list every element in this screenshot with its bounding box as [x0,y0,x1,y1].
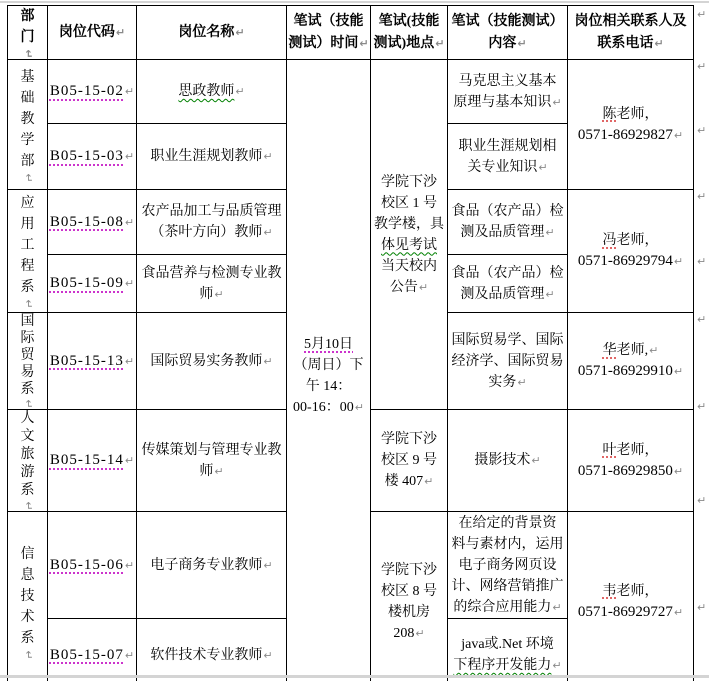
end-of-cell-mark: ↵ [538,160,548,174]
code-text: B05-15-06 [49,556,124,573]
end-of-cell-mark: ↵ [673,365,684,378]
end-of-cell-mark: ↵ [214,287,224,301]
text-line [48,555,136,576]
page-bottom-rule [0,675,709,678]
text-line: 楼机房 [388,604,430,620]
position-cell [137,313,287,410]
position-text: 职业生涯规划教师 [150,149,263,164]
code-cell [48,124,137,190]
end-of-cell-mark: ↵ [22,501,35,511]
end-of-cell-mark: ↵ [552,95,562,109]
page-top-rule [0,1,709,3]
dept-cell-guomao [8,313,48,410]
text-line [568,340,693,361]
text-line [48,450,136,471]
contact-phone: 0571-86929727 [577,603,673,620]
text-line: 电子商务网页设 [458,557,557,573]
end-of-cell-mark: ↵ [654,36,664,50]
end-of-cell-mark: ↵ [22,49,35,59]
location-cell [371,60,448,410]
code-text: B05-15-13 [49,352,124,369]
text-line [137,555,286,576]
text-line: 午 14： [305,378,352,394]
location-text: 体见考试 [381,237,437,253]
row-end-mark: ↵ [697,313,707,326]
position-cell [137,512,287,619]
text-line [137,351,286,372]
end-of-cell-mark: ↵ [263,558,273,572]
text-line [448,372,567,393]
text-line: 食品（农产品）检 [451,204,564,219]
contact-surname: 华 [602,343,617,358]
dept-name: 基础教学部 [20,69,35,169]
row-end-mark: ↵ [697,400,707,413]
header-dept-label: 部门 [20,9,35,45]
end-of-cell-mark: ↵ [263,354,273,368]
end-of-cell-mark: ↵ [263,648,273,662]
text-line [448,92,567,113]
end-of-cell-mark: ↵ [415,626,425,640]
contact-phone: 0571-86929827 [577,126,673,143]
contact-phone: 0571-86929794 [577,253,673,269]
end-of-cell-mark: ↵ [517,375,527,389]
text-line [137,22,286,44]
text-line [568,602,693,623]
end-of-cell-mark: ↵ [22,299,35,309]
location-text: 208 [393,625,415,641]
text-line: java或.Net 环境 [461,637,554,652]
content-cell [448,619,568,681]
text-line: 笔试（技能测试） [451,13,564,29]
end-of-cell-mark: ↵ [424,475,434,488]
end-of-cell-mark: ↵ [124,648,135,662]
header-content-label: 内容 [488,35,517,51]
text-line [448,284,567,305]
position-text: 思政教师 [178,84,235,99]
dept-cell-xinxi [8,512,48,681]
text-line: 马克思主义基本 [458,73,557,89]
contact-name: 老师， [616,233,659,248]
code-cell [48,255,137,313]
header-position-label: 岗位名称 [178,24,235,40]
contact-cell [568,512,694,681]
header-location-label: 测试)地点 [373,35,435,51]
text-line [568,461,693,482]
header-time [287,6,371,60]
position-text: 软件技术专业教师 [150,647,263,663]
text-line [137,201,286,243]
text-line: 学院下沙 [381,562,437,578]
end-of-cell-mark: ↵ [673,605,684,619]
row-end-mark: ↵ [697,124,707,137]
code-text: B05-15-07 [49,646,124,663]
row-end-mark: ↵ [697,8,707,21]
text-line [448,33,567,55]
end-of-cell-mark: ↵ [124,454,135,467]
text-line [568,33,693,55]
dept-cell-jichu [8,60,48,190]
content-cell [448,313,568,410]
contact-cell [568,190,694,313]
content-text: 下程序开发能力 [453,658,552,673]
header-contact [568,6,694,60]
text-line: 笔试(技能 [378,13,440,29]
content-text: 测及品质管理 [460,225,545,240]
text-line [448,655,567,676]
header-code [48,6,137,60]
end-of-cell-mark: ↵ [673,464,684,478]
text-line [287,397,370,418]
text-line: 职业生涯规划相 [458,138,557,154]
text-line: 教学楼，具 [374,216,444,232]
text-line [48,351,136,372]
table-row [8,60,694,124]
contact-surname: 叶 [602,442,617,458]
content-text: 测及品质管理 [460,286,545,302]
end-of-cell-mark: ↵ [359,36,369,50]
header-row [8,6,694,60]
text-line: 料与素材内，运用 [451,536,564,552]
text-line [137,81,286,102]
header-content [448,6,568,60]
contact-name: 老师, [616,343,649,358]
position-cell [137,60,287,124]
text-line [448,450,567,471]
code-text: B05-15-08 [49,213,124,230]
dept-cell-renwen [8,410,48,512]
time-cell [287,60,371,681]
text-line [137,645,286,666]
text-line [568,361,693,382]
end-of-cell-mark: ↵ [235,85,245,98]
end-of-cell-mark: ↵ [214,464,224,478]
location-text: 楼 407 [384,474,424,489]
header-contact-label: 联系电话 [597,35,654,51]
end-of-cell-mark: ↵ [552,600,562,614]
text-line: 经济学、国际贸易 [451,353,564,369]
dept-name: 人文旅游系 [20,411,35,498]
row-end-mark: ↵ [697,255,707,268]
position-text: 传媒策划与管理专业教师 [141,442,282,479]
code-text: B05-15-02 [49,83,124,99]
text-line [371,235,447,256]
end-of-cell-mark: ↵ [673,128,684,142]
header-code-label: 岗位代码 [58,24,115,40]
dept-cell-yingyong [8,190,48,313]
end-of-cell-mark: ↵ [124,85,135,98]
end-of-cell-mark: ↵ [22,649,35,660]
row-end-mark: ↵ [697,190,707,203]
text-line: 岗位相关联系人及 [574,13,687,29]
end-of-cell-mark: ↵ [235,25,245,39]
contact-phone: 0571-86929850 [577,462,673,479]
text-line: 笔试（技能 [293,13,364,29]
text-line [371,277,447,298]
end-of-cell-mark: ↵ [22,172,35,183]
code-cell [48,410,137,512]
code-text: B05-15-14 [49,452,124,468]
text-line [48,81,136,102]
code-cell [48,512,137,619]
text-line: 校区 9 号 [381,453,437,468]
end-of-cell-mark: ↵ [552,659,562,672]
content-text: 实务 [488,374,517,390]
text-line [137,440,286,482]
position-cell [137,190,287,255]
row-end-mark: ↵ [697,601,707,614]
header-dept [8,6,48,60]
text-line [568,104,693,125]
time-date-text: 5月10日 [304,336,353,352]
end-of-cell-mark: ↵ [517,36,527,50]
content-text: 的综合应用能力 [453,599,552,615]
content-text: 原理与基本知识 [453,94,552,110]
contact-cell [568,313,694,410]
text-line [568,251,693,272]
text-line [48,22,136,44]
end-of-cell-mark: ↵ [531,454,541,467]
end-of-cell-mark: ↵ [673,255,684,268]
location-cell [371,512,448,681]
position-cell [137,124,287,190]
end-of-cell-mark: ↵ [115,25,126,39]
row-end-mark: ↵ [697,494,707,507]
end-of-cell-mark: ↵ [435,36,445,50]
text-line [287,334,370,355]
position-cell [137,619,287,681]
location-text: 公告 [389,279,418,295]
contact-name: 老师， [616,106,659,122]
text-line [568,125,693,146]
code-cell [48,190,137,255]
contact-surname: 冯 [602,233,617,248]
text-line: 在给定的背景资 [458,515,557,531]
text-line [137,146,286,167]
dept-name: 应用工程系 [20,196,35,295]
dept-name: 国际贸易系 [20,314,35,397]
text-line [448,157,567,178]
text-line: 学院下沙 [381,174,437,190]
recruitment-exam-table [7,5,694,681]
header-position [137,6,287,60]
text-line: 学院下沙 [381,432,437,447]
text-line [371,471,447,492]
position-text: 电子商务专业教师 [150,557,263,573]
text-line: 计、网络营销推广 [451,578,564,594]
text-line: （周日）下 [293,357,364,373]
text-line [448,222,567,243]
position-text: 农产品加工与品质管理（茶叶方向）教师 [141,204,282,240]
content-text: 关专业知识 [467,159,538,175]
content-cell [448,60,568,124]
text-line [568,440,693,461]
position-cell [137,255,287,313]
contact-surname: 陈 [602,106,617,122]
end-of-cell-mark: ↵ [545,287,555,301]
content-cell [448,190,568,255]
end-of-cell-mark: ↵ [649,344,659,357]
end-of-cell-mark: ↵ [354,400,364,414]
time-text: 00-16：00 [293,399,354,415]
text-line [568,581,693,602]
end-of-cell-mark: ↵ [124,215,135,229]
end-of-cell-mark: ↵ [418,280,429,294]
text-line [448,597,567,618]
text-line [371,623,447,644]
content-text: 摄影技术 [474,453,531,468]
end-of-cell-mark: ↵ [124,277,135,290]
content-cell [448,410,568,512]
code-text: B05-15-09 [49,275,124,291]
text-line [287,33,370,55]
contact-phone: 0571-86929910 [577,363,673,379]
content-cell [448,124,568,190]
contact-name: 老师， [616,442,659,458]
end-of-cell-mark: ↵ [263,226,273,239]
contact-surname: 韦 [602,583,617,599]
text-line: 当天校内 [381,258,437,274]
header-time-label: 测试）时间 [288,35,359,51]
contact-name: 老师， [616,583,659,599]
end-of-cell-mark: ↵ [22,399,35,409]
content-cell [448,512,568,619]
code-cell [48,313,137,410]
end-of-cell-mark: ↵ [124,558,135,572]
text-line [137,263,286,305]
text-line [48,212,136,233]
position-cell [137,410,287,512]
text-line [568,230,693,251]
position-text: 国际贸易实务教师 [150,353,263,369]
content-cell [448,255,568,313]
end-of-cell-mark: ↵ [124,354,135,368]
end-of-cell-mark: ↵ [545,226,555,239]
code-cell [48,619,137,681]
code-text: B05-15-03 [49,148,124,164]
contact-cell [568,410,694,512]
header-location [371,6,448,60]
text-line: 国际贸易学、国际 [451,332,564,348]
dept-name: 信息技术系 [20,546,35,646]
end-of-cell-mark: ↵ [263,150,273,163]
end-of-cell-mark: ↵ [124,150,135,163]
text-line [371,33,447,55]
text-line: 食品（农产品）检 [451,265,564,281]
text-line: 校区 8 号 [381,583,437,599]
row-end-mark: ↵ [697,60,707,73]
contact-cell [568,60,694,190]
text-line [48,273,136,294]
position-text: 食品营养与检测专业教师 [141,265,282,302]
text-line [48,146,136,167]
text-line: 校区 1 号 [381,195,437,211]
location-cell [371,410,448,512]
code-cell [48,60,137,124]
text-line [48,645,136,666]
